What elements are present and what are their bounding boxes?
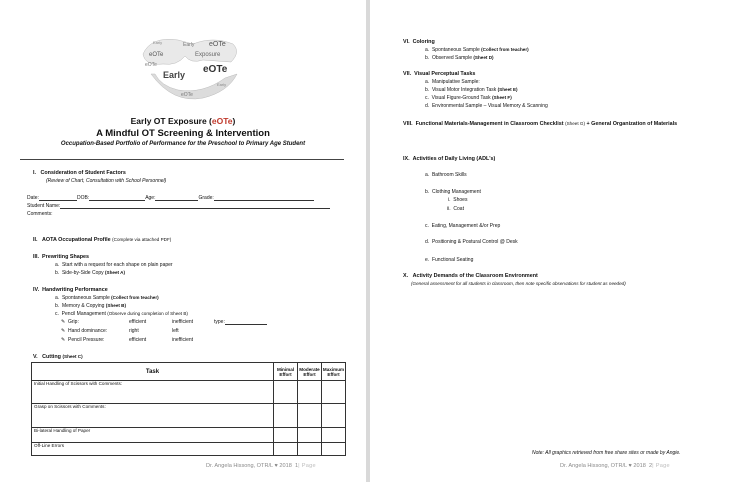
task-cell: Initial Handling of Scissors with Comments: xyxy=(32,381,274,404)
section-9-item-a: a. Bathroom Skills xyxy=(425,172,467,178)
section-9-item-e: e. Functional Seating xyxy=(425,257,474,263)
effort-cell[interactable] xyxy=(322,443,346,456)
section-title: Functional Materials-Management in Classroom Checklist xyxy=(415,121,564,127)
logo-word: eOTe xyxy=(209,41,226,48)
section-10-note: (General assessment for all students in classroom, then note specific observations for student as needed) xyxy=(411,281,626,286)
section-number: II. xyxy=(33,237,38,243)
section-6-heading xyxy=(403,39,435,45)
title-prefix: Early OT Exposure ( xyxy=(130,116,212,126)
comments-label: Comments: xyxy=(27,211,53,217)
section-7-item-a: a. Manipulative Sample: xyxy=(425,79,480,85)
date-label: Date: xyxy=(27,195,39,201)
section-7-item-b: b. Visual Motor Integration Task (Sheet E) xyxy=(425,87,518,93)
section-7-item-c: c. Visual Figure-Ground Task (Sheet F) xyxy=(425,95,512,101)
cutting-task-table xyxy=(31,362,346,456)
task-cell: Grasp on Scissors with Comments: xyxy=(32,404,274,428)
graphics-note: Note: All graphics retrieved from free share sites or made by Angie. xyxy=(532,450,681,456)
section-8-heading: VIII. Functional Materials-Management in Classroom Checklist (Sheet G) + General Organization of Materials xyxy=(403,121,678,127)
section-title: Cutting xyxy=(42,354,61,360)
section-number: X. xyxy=(403,273,409,279)
section-number: III. xyxy=(33,254,39,260)
logo-word: eOTe xyxy=(181,92,193,98)
pencil-icon: ✎ xyxy=(61,319,66,325)
title-accent: eOTe xyxy=(211,116,233,126)
grip-type-field[interactable]: type: xyxy=(214,319,267,325)
effort-cell[interactable] xyxy=(322,428,346,443)
document-subtitle: A Mindful OT Screening & Intervention xyxy=(96,128,270,139)
section-4-heading xyxy=(33,287,108,293)
effort-cell[interactable] xyxy=(274,404,298,428)
section-note: (Complete via attached PDF) xyxy=(112,237,172,242)
section-9-item-d: d. Positioning & Postural Control @ Desk xyxy=(425,239,518,245)
page-2-footer: Dr. Angela Hissong, OTR/L ♥ 2018 2| Page xyxy=(560,463,670,469)
effort-cell[interactable] xyxy=(298,443,322,456)
section-3-item-a: a. Start with a request for each shape on plain paper xyxy=(55,262,173,268)
pencil-icon: ✎ xyxy=(61,337,66,343)
section-4-item-b: b. Memory & Copying (Sheet B) xyxy=(55,303,127,309)
section-6-item-a: a. Spontaneous Sample (Collect from teacher) xyxy=(425,47,529,53)
section-number: VII. xyxy=(403,71,412,77)
section-2-heading xyxy=(33,237,171,243)
effort-cell[interactable] xyxy=(298,404,322,428)
logo-word: eOTe xyxy=(149,52,164,58)
pencil-icon: ✎ xyxy=(61,328,66,334)
task-cell: Off-Line Errors xyxy=(32,443,274,456)
section-7-heading xyxy=(403,71,475,77)
section-note: (Sheet C) xyxy=(62,354,83,359)
grip-option-efficient[interactable]: efficient xyxy=(129,319,147,325)
section-4-item-c: c. Pencil Management (Observe during completion of Sheet B) xyxy=(55,311,188,317)
section-title: Activities of Daily Living (ADL's) xyxy=(412,156,496,162)
section-title: Prewriting Shapes xyxy=(42,254,90,260)
logo-word: Early xyxy=(153,40,163,45)
section-9-item-b-i: i. Shoes xyxy=(448,197,468,203)
section-9-item-b-ii: ii. Coat xyxy=(447,206,464,212)
title-divider xyxy=(20,159,344,160)
section-1-heading xyxy=(33,170,126,176)
logo-word: Exposure xyxy=(195,52,221,58)
effort-cell[interactable] xyxy=(298,428,322,443)
page-1 xyxy=(0,0,366,482)
section-title: Visual Perceptual Tasks xyxy=(414,71,476,77)
hand-option-left[interactable]: left xyxy=(172,328,179,334)
pressure-option-inefficient[interactable]: inefficient xyxy=(172,337,194,343)
section-5-heading xyxy=(33,354,83,360)
section-title: Activity Demands of the Classroom Environment xyxy=(412,273,538,279)
effort-cell[interactable] xyxy=(274,381,298,404)
dob-label: DOB: xyxy=(76,195,90,201)
section-number: VI. xyxy=(403,39,410,45)
header-minimal-effort: Minimal Effort xyxy=(274,363,298,381)
section-number: VIII. xyxy=(403,121,413,127)
grade-label: Grade: xyxy=(198,195,214,201)
page-2 xyxy=(370,0,736,482)
logo-word: Early xyxy=(183,42,195,48)
table-row xyxy=(32,404,346,428)
table-row xyxy=(32,428,346,443)
section-3-heading xyxy=(33,254,89,260)
section-7-item-d: d. Environmental Sample – Visual Memory & Scanning xyxy=(425,103,548,109)
comments-field[interactable] xyxy=(27,211,53,217)
header-moderate-effort: Moderate Effort xyxy=(298,363,322,381)
age-label: Age: xyxy=(145,195,156,201)
section-title: Consideration of Student Factors xyxy=(40,170,126,176)
eote-logo xyxy=(133,34,243,110)
section-9-item-c: c. Eating, Management &/or Prep xyxy=(425,223,501,229)
pressure-option-efficient[interactable]: efficient xyxy=(129,337,147,343)
section-number: I. xyxy=(33,170,36,176)
hand-option-right[interactable]: right xyxy=(129,328,139,334)
grip-row: ✎ Grip: xyxy=(61,319,79,325)
section-6-item-b: b. Observed Sample (Sheet D) xyxy=(425,55,494,61)
section-title: Coloring xyxy=(412,39,435,45)
logo-word: Early xyxy=(217,82,227,87)
effort-cell[interactable] xyxy=(298,381,322,404)
table-header-row xyxy=(32,363,346,381)
section-title: AOTA Occupational Profile xyxy=(42,237,111,243)
student-name-label: Student Name: xyxy=(27,203,61,209)
effort-cell[interactable] xyxy=(322,381,346,404)
section-9-heading xyxy=(403,156,495,162)
section-1-note: (Review of Chart, Consultation with School Personnel) xyxy=(46,178,167,184)
logo-word: eOTe xyxy=(203,64,228,75)
header-maximum-effort: Maximum Effort xyxy=(322,363,346,381)
grip-option-inefficient[interactable]: inefficient xyxy=(172,319,194,325)
table-row xyxy=(32,443,346,456)
section-title: Handwriting Performance xyxy=(42,287,108,293)
effort-cell[interactable] xyxy=(322,404,346,428)
section-number: IX. xyxy=(403,156,410,162)
date-field[interactable] xyxy=(27,195,314,201)
logo-word: Early xyxy=(163,70,186,80)
section-9-item-b: b. Clothing Management xyxy=(425,189,481,195)
hand-dominance-row: ✎ Hand dominance: xyxy=(61,328,108,334)
section-3-item-b: b. Side-by-Side Copy (Sheet A) xyxy=(55,270,126,276)
table-row xyxy=(32,381,346,404)
task-cell: Bi-lateral Handling of Paper xyxy=(32,428,274,443)
page-1-footer: Dr. Angela Hissong, OTR/L ♥ 2018 1| Page xyxy=(206,463,316,469)
title-suffix: ) xyxy=(232,116,236,126)
section-10-heading xyxy=(403,273,538,279)
header-task: Task xyxy=(32,363,274,381)
effort-cell[interactable] xyxy=(274,443,298,456)
document-tagline: Occupation-Based Portfolio of Performance for the Preschool to Primary Age Student xyxy=(60,141,306,147)
document-title xyxy=(0,116,366,126)
pencil-pressure-row: ✎ Pencil Pressure: xyxy=(61,337,105,343)
student-name-field[interactable] xyxy=(27,203,330,209)
logo-word: eOTe xyxy=(145,62,157,68)
section-4-item-a: a. Spontaneous Sample (Collect from teacher) xyxy=(55,295,159,301)
section-number: V. xyxy=(33,354,38,360)
section-number: IV. xyxy=(33,287,40,293)
effort-cell[interactable] xyxy=(274,428,298,443)
